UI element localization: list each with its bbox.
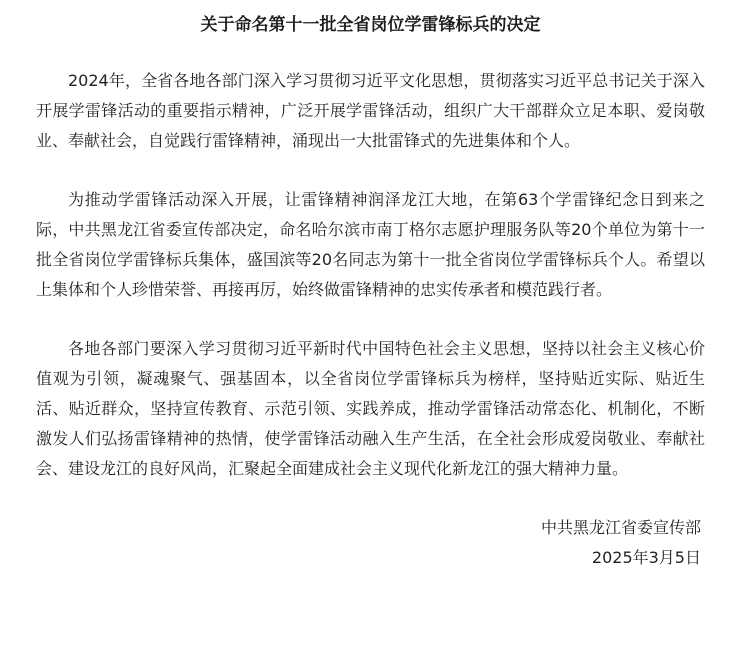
paragraph-2: 为推动学雷锋活动深入开展，让雷锋精神润泽龙江大地，在第63个学雷锋纪念日到来之际，中共黑龙江省委宣传部决定，命名哈尔滨市南丁格尔志愿护理服务队等20个单位为第十一批全省岗位学雷锋标兵集体，盛国滨等20名同志为第十一批全省岗位学雷锋标兵个人。希望以上集体和个人珍惜荣誉、再接再厉，始终做雷锋精神的忠实传承者和模范践行者。: [36, 190, 705, 299]
document-title: 关于命名第十一批全省岗位学雷锋标兵的决定: [200, 15, 541, 35]
signature-organization: 中共黑龙江省委宣传部: [540, 518, 701, 537]
signature-block: [36, 513, 705, 573]
signature-date: 2025年3月5日: [591, 548, 701, 567]
paragraph-3: 各地各部门要深入学习贯彻习近平新时代中国特色社会主义思想，坚持以社会主义核心价值观为引领，凝魂聚气、强基固本，以全省岗位学雷锋标兵为榜样，坚持贴近实际、贴近生活、贴近群众，坚持宣传教育、示范引领、实践养成，推动学雷锋活动常态化、机制化，不断激发人们弘扬雷锋精神的热情，使学雷锋活动融入生产生活，在全社会形成爱岗敬业、奉献社会、建设龙江的良好风尚，汇聚起全面建成社会主义现代化新龙江的强大精神力量。: [36, 339, 705, 478]
paragraph-1: 2024年，全省各地各部门深入学习贯彻习近平文化思想，贯彻落实习近平总书记关于深入开展学雷锋活动的重要指示精神，广泛开展学雷锋活动，组织广大干部群众立足本职、爱岗敬业、奉献社会，自觉践行雷锋精神，涌现出一大批雷锋式的先进集体和个人。: [36, 71, 705, 150]
